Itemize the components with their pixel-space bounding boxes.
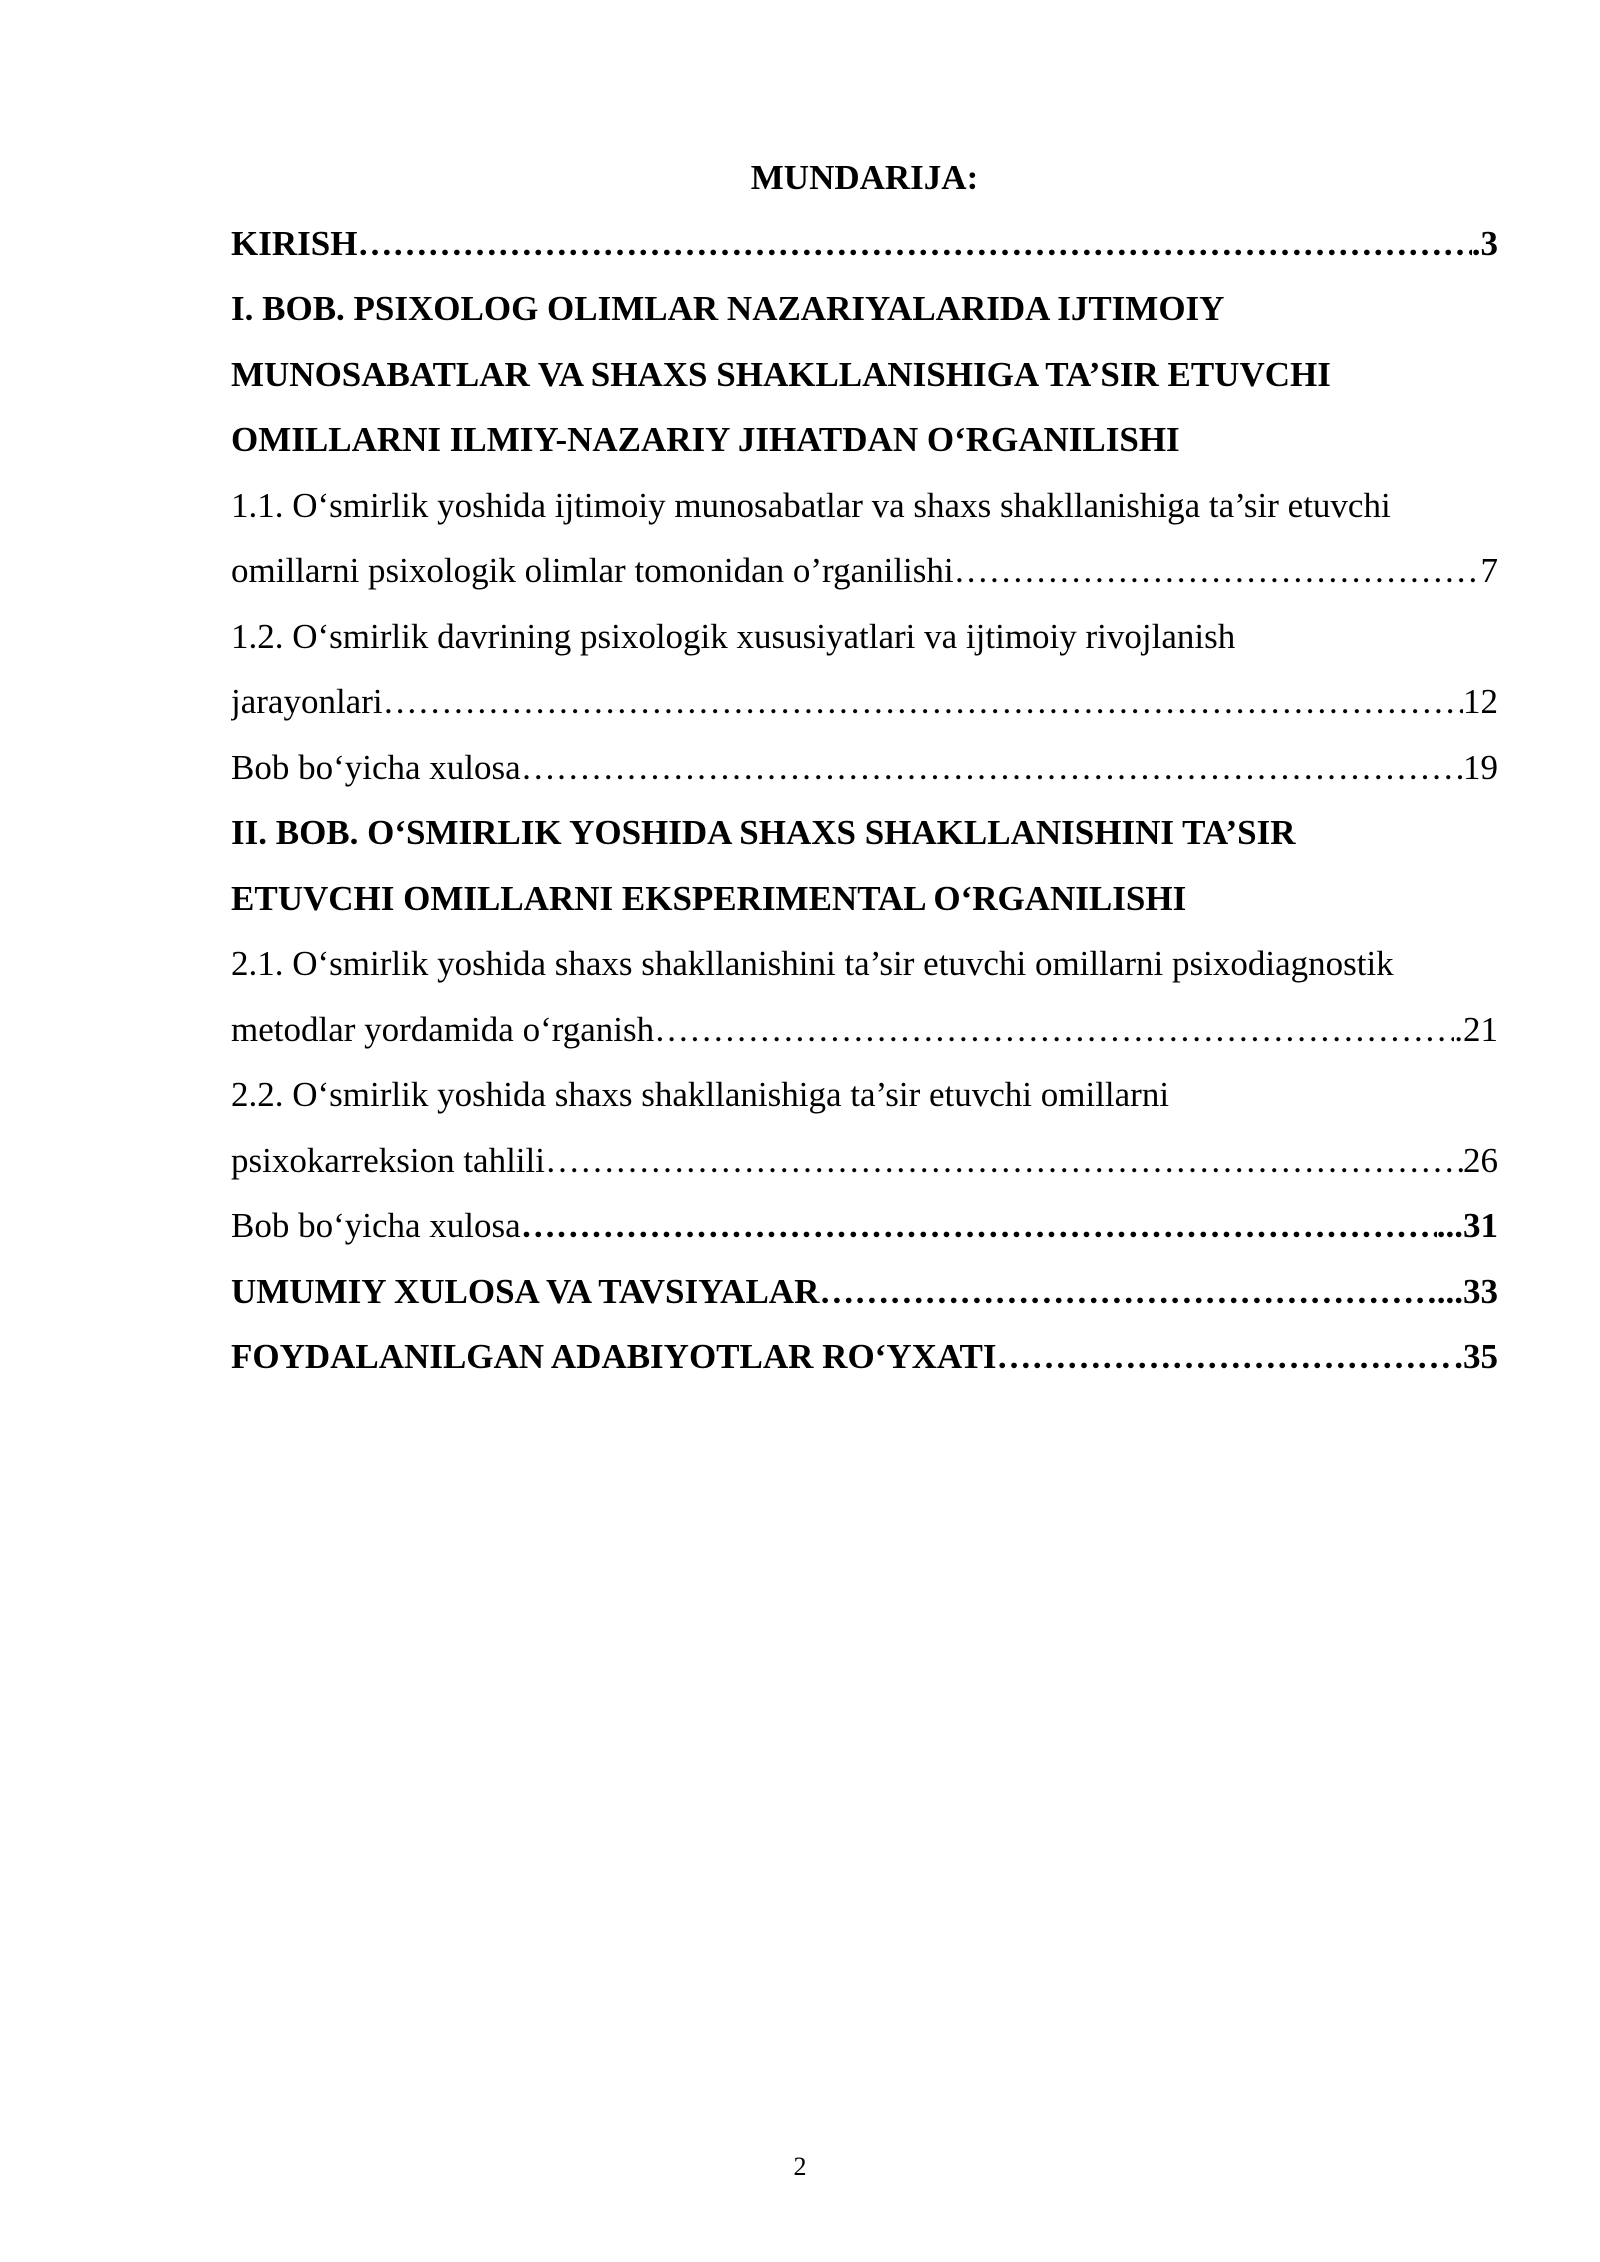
toc-entry-page: 19	[1463, 747, 1498, 787]
section-1-1-line1: 1.1. O‘smirlik yoshida ijtimoiy munosabatlar va shaxs shakllanishiga ta’sir etuvchi	[231, 485, 1391, 525]
section-1-1-line2	[231, 538, 1498, 604]
chapter2-heading-line2: ETUVCHI OMILLARNI EKSPERIMENTAL O‘RGANILISHI	[231, 878, 1187, 918]
chapter2-heading-line1: II. BOB. O‘SMIRLIK YOSHIDA SHAXS SHAKLLANISHINI TA’SIR	[231, 813, 1296, 852]
section-1-2-line2	[231, 669, 1498, 735]
toc-entry-label: FOYDALANILGAN ADABIYOTLAR RO‘YXATI	[231, 1337, 997, 1376]
section-2-1-line2	[231, 997, 1498, 1063]
chapter1-heading-line1: I. BOB. PSIXOLOG OLIMLAR NAZARIYALARIDA IJTIMOIY	[231, 289, 1225, 328]
toc-entry-label: jarayonlari	[231, 682, 383, 721]
table-of-contents	[231, 145, 1498, 1390]
chapter1-conclusion	[231, 735, 1498, 801]
toc-entry-page: .3	[1471, 223, 1498, 263]
toc-entry-page: 12	[1463, 682, 1498, 721]
toc-entry-page: .35	[1454, 1337, 1498, 1376]
dot-leader	[521, 1193, 1437, 1259]
dot-leader	[997, 1324, 1455, 1390]
toc-entry-page: .21	[1454, 1009, 1498, 1049]
toc-entry-page: 7	[1480, 551, 1498, 590]
toc-entry-page: ...31	[1436, 1206, 1498, 1245]
toc-entry-references	[231, 1324, 1498, 1390]
toc-entry-label: KIRISH	[231, 223, 358, 263]
toc-entry-label: omillarni psixologik olimlar tomonidan o’rganilishi	[231, 551, 954, 590]
dot-leader	[545, 1128, 1463, 1194]
chapter1-heading-line3: OMILLARNI ILMIY-NAZARIY JIHATDAN O‘RGANILISHI	[231, 420, 1180, 459]
page-number: 2	[793, 2152, 807, 2181]
toc-entry-label: Bob bo‘yicha xulosa	[231, 747, 521, 787]
toc-entry-label: Bob bo‘yicha xulosa	[231, 1206, 521, 1245]
toc-entry-general-conclusion	[231, 1259, 1498, 1325]
dot-leader	[954, 538, 1481, 604]
dot-leader	[383, 669, 1463, 735]
toc-entry-label: UMUMIY XULOSA VA TAVSIYALAR	[231, 1271, 820, 1311]
toc-entry-label: psixokarreksion tahlili	[231, 1140, 545, 1180]
section-1-2-line1: 1.2. O‘smirlik davrining psixologik xususiyatlari va ijtimoiy rivojlanish	[231, 616, 1236, 656]
toc-entry-label: metodlar yordamida o‘rganish	[231, 1009, 655, 1049]
toc-title: MUNDARIJA:	[750, 158, 979, 197]
toc-entry-page: ...33	[1436, 1271, 1498, 1311]
section-2-2-line2	[231, 1128, 1498, 1194]
section-2-1-line1: 2.1. O‘smirlik yoshida shaxs shakllanishini ta’sir etuvchi omillarni psixodiagnostik	[231, 944, 1394, 983]
section-2-2-line1: 2.2. O‘smirlik yoshida shaxs shakllanishiga ta’sir etuvchi omillarni	[231, 1075, 1170, 1114]
chapter2-conclusion	[231, 1193, 1498, 1259]
dot-leader	[357, 211, 1471, 277]
dot-leader	[521, 735, 1463, 801]
dot-leader	[819, 1259, 1436, 1325]
toc-entry-page: 26	[1463, 1140, 1498, 1180]
chapter1-heading-line2: MUNOSABATLAR VA SHAXS SHAKLLANISHIGA TA’SIR ETUVCHI	[231, 354, 1331, 394]
toc-entry-kirish	[231, 211, 1498, 277]
dot-leader	[654, 997, 1454, 1063]
